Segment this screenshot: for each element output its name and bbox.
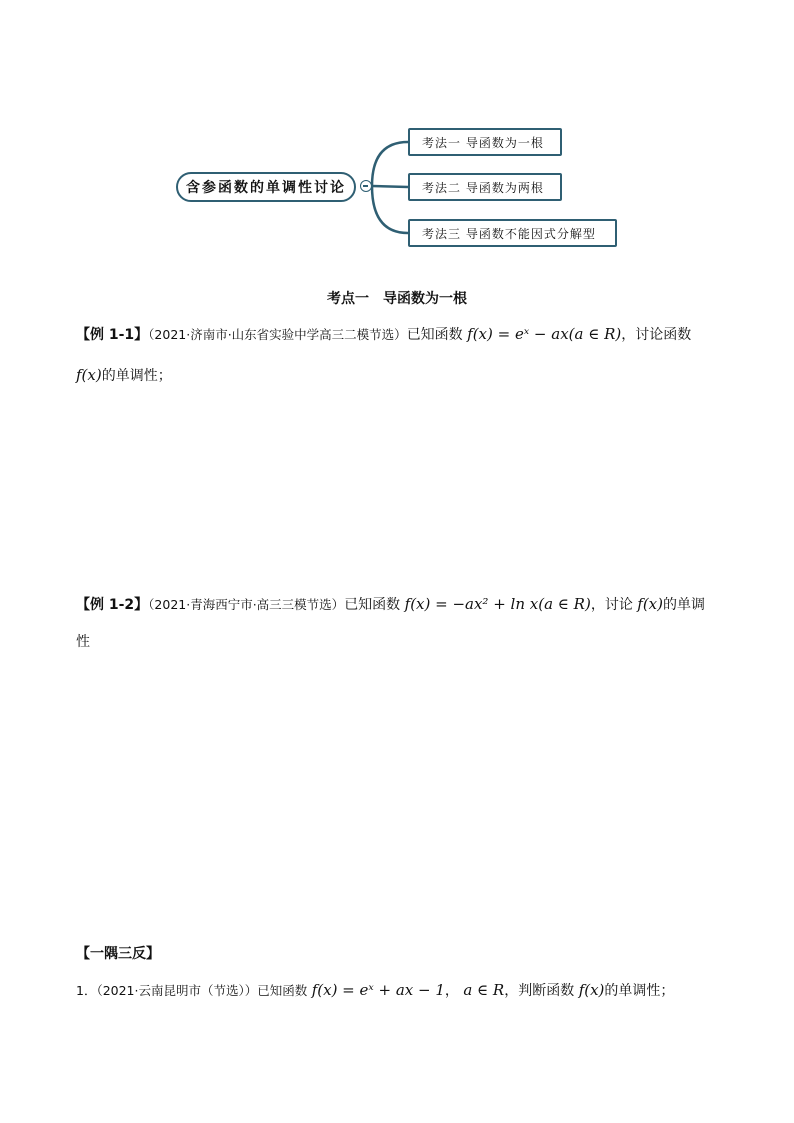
example-1-line2-text: 的单调性； <box>101 368 172 384</box>
example-1-line2-formula: f(x) <box>76 366 102 384</box>
mind-map-root: 含参函数的单调性讨论 <box>176 172 356 202</box>
example-2-line-1 <box>76 594 705 615</box>
example-2-line-2 <box>76 632 90 652</box>
example-1-line-1 <box>76 324 691 345</box>
collapse-icon[interactable] <box>360 180 372 192</box>
mind-map-branch-3: 考法三 导函数不能因式分解型 <box>408 219 617 247</box>
connector-3 <box>372 186 408 233</box>
example-1-tag: 【例 1-1】 <box>76 327 149 343</box>
example-2-lead: 已知函数 <box>344 597 401 613</box>
connector-1 <box>372 142 408 186</box>
example-2-mid: ，讨论 <box>590 597 633 613</box>
practice-item-1 <box>76 980 674 1001</box>
mind-map <box>0 0 794 270</box>
practice-item-1-formula-3: f(x) <box>578 981 605 999</box>
section-title <box>0 288 794 308</box>
connector-2 <box>372 186 408 187</box>
practice-item-1-formula: f(x) = eˣ + ax − 1 <box>311 981 445 999</box>
example-2-source: （2021·青海西宁市·高三三模节选） <box>148 597 345 612</box>
example-1-formula: f(x) = eˣ − ax(a ∈ R) <box>467 325 622 343</box>
example-2-tail: 的单调 <box>663 597 705 613</box>
practice-item-1-tail: 的单调性； <box>604 983 675 999</box>
example-2-formula: f(x) = −ax² + ln x(a ∈ R) <box>404 595 591 613</box>
practice-heading <box>76 944 160 964</box>
example-2-line2-text: 性 <box>76 634 90 650</box>
mind-map-branch-1: 考法一 导函数为一根 <box>408 128 562 156</box>
practice-item-1-formula-2: a ∈ R <box>463 981 505 999</box>
mind-map-branch-2: 考法二 导函数为两根 <box>408 173 562 201</box>
practice-item-1-prefix: 1．（2021·云南昆明市（节选））已知函数 <box>76 983 308 998</box>
example-1-source: （2021·济南市·山东省实验中学高三二模节选） <box>148 327 407 342</box>
example-1-lead: 已知函数 <box>406 327 463 343</box>
example-1-line-2 <box>76 365 172 386</box>
example-2-formula-2: f(x) <box>637 595 663 613</box>
section-label: 考点一 <box>327 291 369 307</box>
practice-item-1-mid: ，判断函数 <box>504 983 575 999</box>
mind-map-connectors <box>0 0 794 270</box>
practice-item-1-sep: ， <box>444 983 459 999</box>
example-1-tail: ，讨论函数 <box>621 327 692 343</box>
practice-heading-text: 【一隅三反】 <box>76 946 160 962</box>
section-heading: 导函数为一根 <box>383 291 467 307</box>
example-2-tag: 【例 1-2】 <box>76 597 149 613</box>
